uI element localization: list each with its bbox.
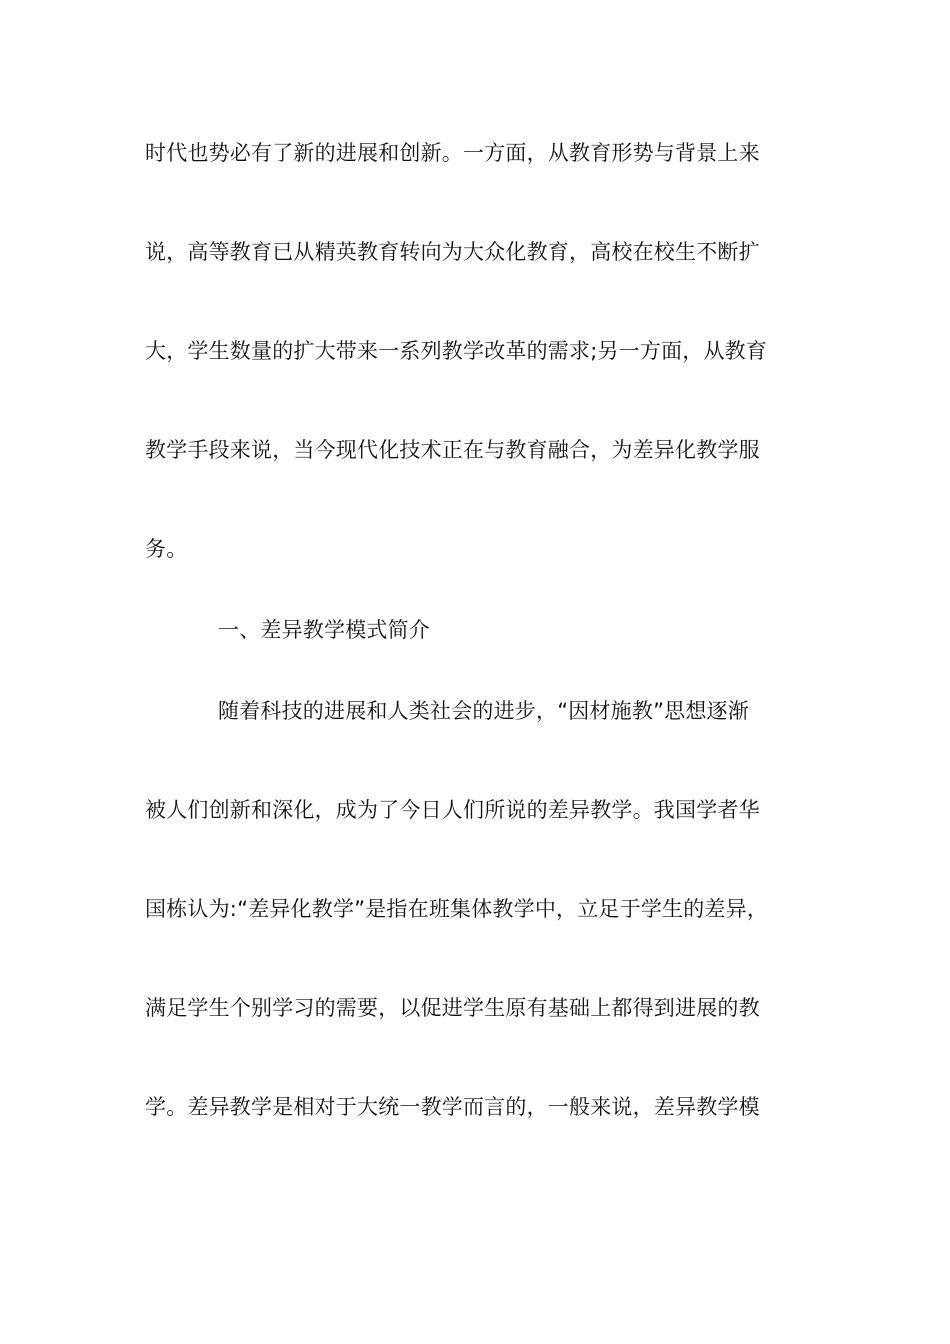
paragraph-line: 说，高等教育已从精英教育转向为大众化教育，高校在校生不断扩 [145, 240, 760, 264]
paragraph-line: 学。差异教学是相对于大统一教学而言的，一般来说，差异教学模 [145, 1095, 760, 1119]
paragraph-line: 国栋认为:“差异化教学”是指在班集体教学中，立足于学生的差异， [145, 897, 769, 921]
paragraph-line: 时代也势必有了新的进展和创新。一方面，从教育形势与背景上来 [145, 141, 760, 165]
section-heading: 一、差异教学模式简介 [218, 618, 430, 642]
paragraph-line: 被人们创新和深化，成为了今日人们所说的差异教学。我国学者华 [145, 798, 760, 822]
paragraph-line: 大，学生数量的扩大带来一系列教学改革的需求;另一方面，从教育 [145, 339, 768, 363]
paragraph-line: 教学手段来说，当今现代化技术正在与教育融合，为差异化教学服 [145, 438, 760, 462]
paragraph-line: 随着科技的进展和人类社会的进步，“因材施教”思想逐渐 [218, 699, 749, 723]
paragraph-line: 满足学生个别学习的需要，以促进学生原有基础上都得到进展的教 [145, 996, 760, 1020]
paragraph-line: 务。 [145, 537, 188, 561]
